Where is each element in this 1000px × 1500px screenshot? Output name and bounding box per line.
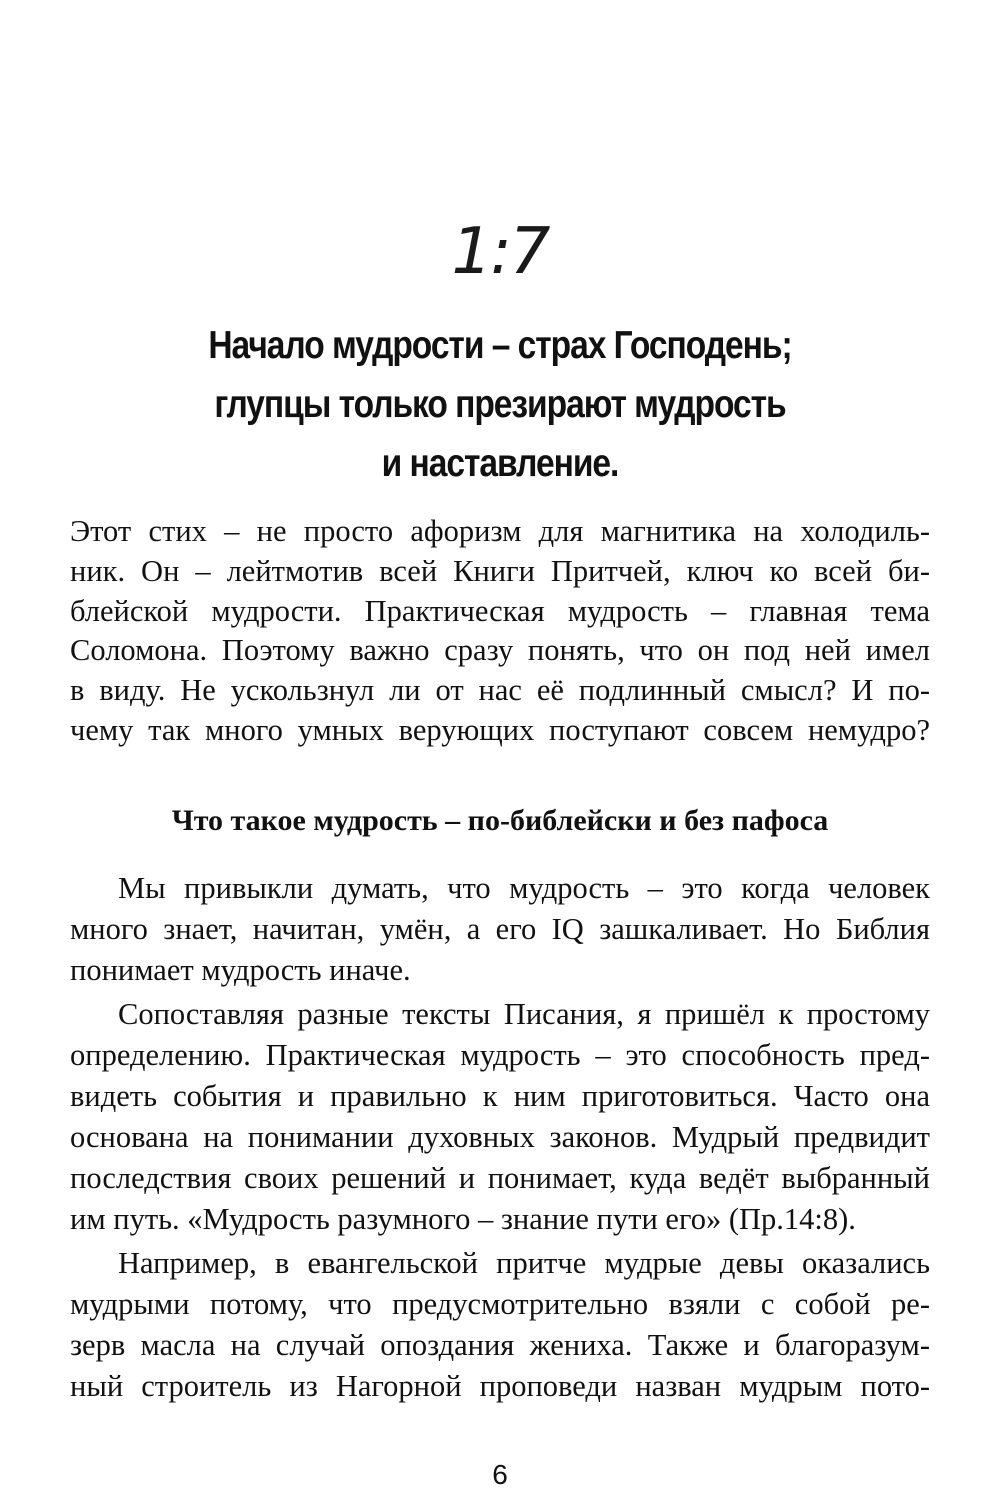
verse-reference: 1:7 (451, 215, 549, 289)
paragraph (70, 1243, 930, 1407)
verse-quote-line: и наставление. (381, 442, 619, 485)
text-line: последствия своих решений и понимает, куда ведёт выбранный (70, 1161, 930, 1195)
text-line: Мы привыкли думать, что мудрость – это когда человек (118, 871, 930, 905)
text-line: Сопоставляя разные тексты Писания, я пришёл к простому (118, 997, 930, 1031)
text-line: видеть события и правильно к ним приготовиться. Часто она (70, 1079, 930, 1113)
verse-quote-line: Начало мудрости – страх Господень; (208, 324, 792, 367)
text-line: Этот стих – не просто афоризм для магнитика на холодиль- (70, 514, 930, 548)
text-line: Соломона. Поэтому важно сразу понять, что он под ней имел (70, 633, 930, 668)
text-line: ник. Он – лейтмотив всей Книги Притчей, ключ ко всей би- (70, 553, 930, 588)
text-line: основана на понимании духовных законов. Мудрый предвидит (70, 1120, 930, 1154)
text-line: определению. Практическая мудрость – это способность пред- (70, 1038, 930, 1072)
text-line: понимает мудрость иначе. (70, 953, 411, 987)
text-line: блейской мудрости. Практическая мудрость – главная тема (70, 593, 930, 628)
text-line: много знает, начитан, умён, а его IQ зашкаливает. Но Библия (70, 912, 930, 946)
intro-paragraph (70, 512, 930, 751)
section-heading: Что такое мудрость – по-библейски и без пафоса (171, 804, 829, 837)
paragraph (70, 994, 930, 1240)
page-number: 6 (492, 1459, 508, 1490)
verse-quote (156, 316, 844, 493)
text-line: им путь. «Мудрость разумного – знание пути его» (Пр.14:8). (70, 1202, 856, 1236)
body-text (70, 868, 930, 1410)
verse-quote-line: глупцы только презирают мудрость (214, 383, 786, 426)
text-line: ный строитель из Нагорной проповеди назван мудрым пото- (70, 1369, 930, 1403)
text-line: зерв масла на случай опоздания жениха. Также и благоразум- (70, 1328, 930, 1362)
text-line: Например, в евангельской притче мудрые девы оказались (118, 1246, 930, 1280)
paragraph (70, 868, 930, 991)
text-line: чему так много умных верующих поступают совсем немудро? (70, 712, 930, 747)
text-line: мудрыми потому, что предусмотрительно взяли с собой ре- (70, 1287, 930, 1321)
text-line: в виду. Не ускользнул ли от нас её подлинный смысл? И по- (70, 673, 930, 708)
